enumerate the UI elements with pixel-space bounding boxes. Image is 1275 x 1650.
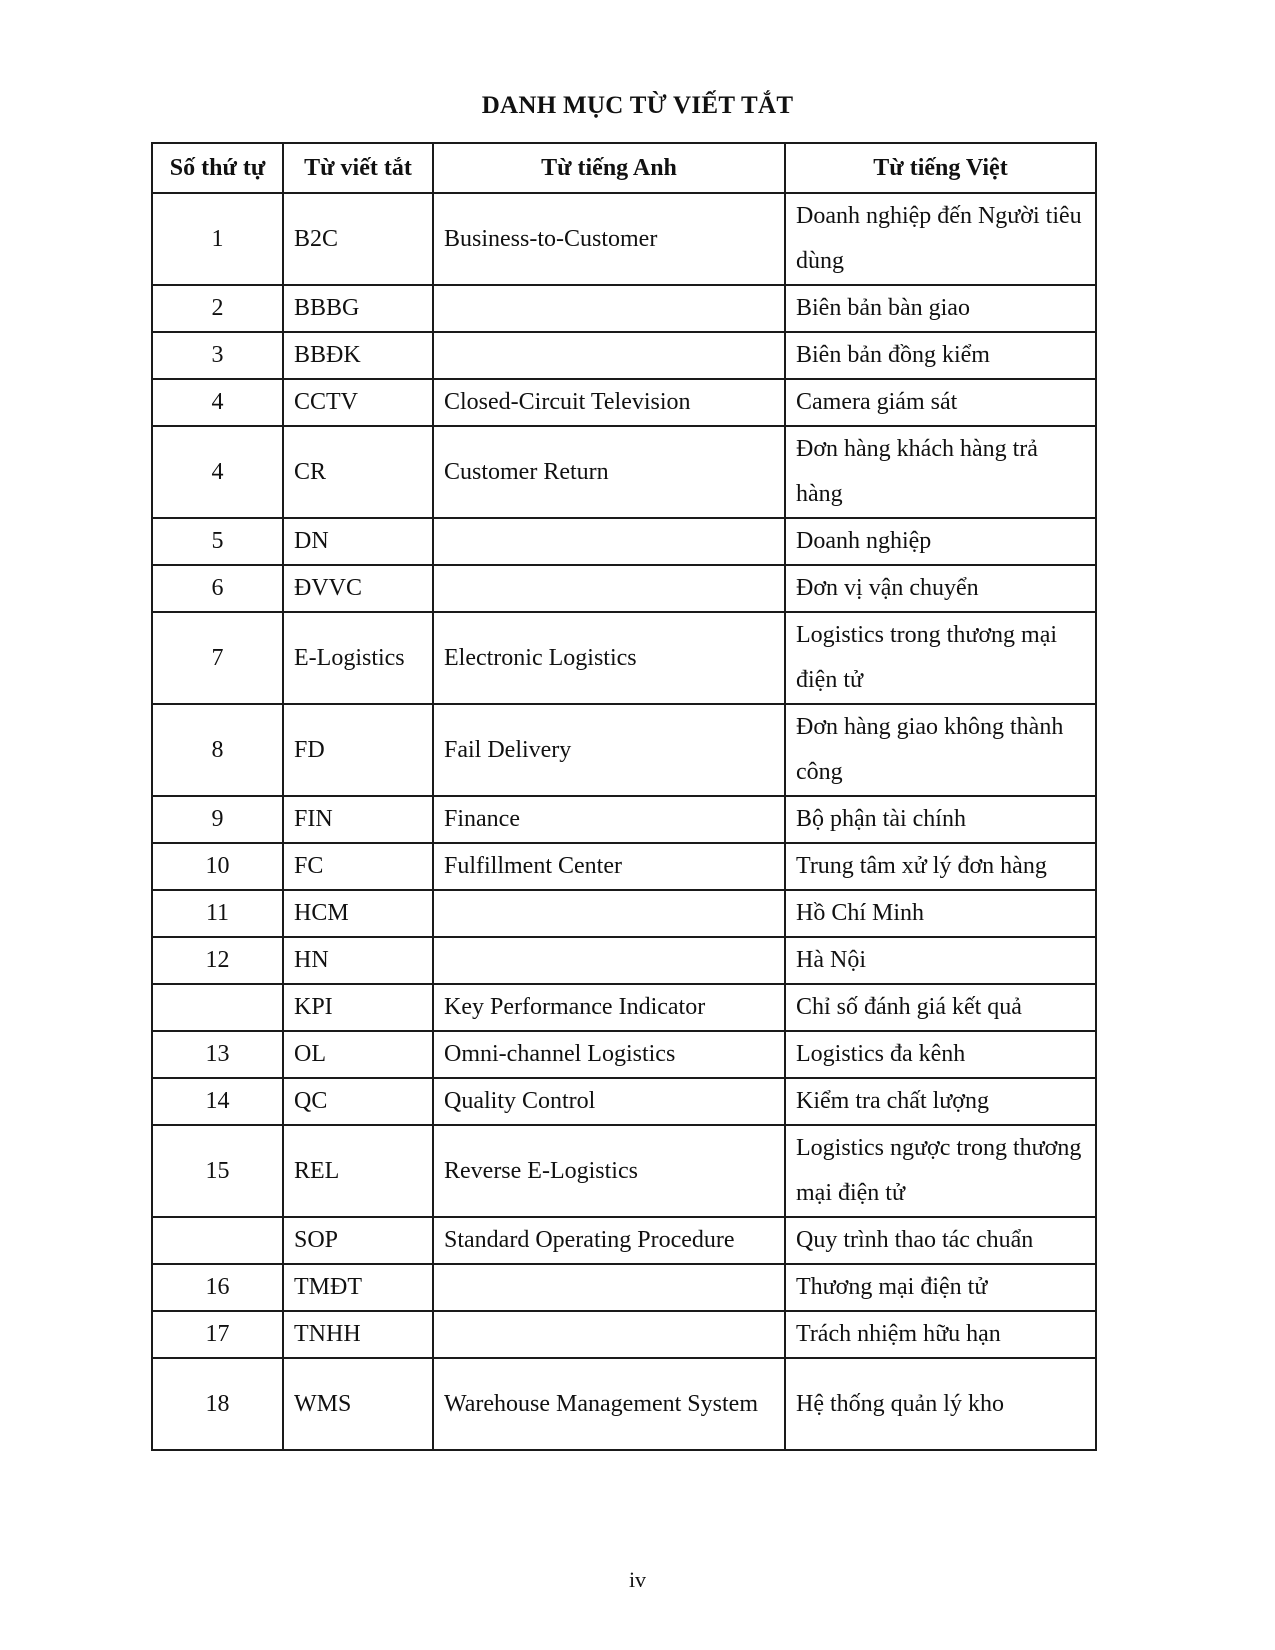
cell-abbr: ĐVVC bbox=[283, 565, 433, 612]
cell-vietnamese: Logistics trong thương mại điện tử bbox=[785, 612, 1096, 704]
cell-vietnamese: Đơn vị vận chuyển bbox=[785, 565, 1096, 612]
table-row bbox=[152, 984, 1096, 1031]
cell-english bbox=[433, 890, 785, 937]
cell-abbr: E-Logistics bbox=[283, 612, 433, 704]
cell-vietnamese: Camera giám sát bbox=[785, 379, 1096, 426]
cell-no bbox=[152, 984, 283, 1031]
cell-vietnamese: Đơn hàng giao không thành công bbox=[785, 704, 1096, 796]
table-row bbox=[152, 612, 1096, 704]
cell-abbr: FC bbox=[283, 843, 433, 890]
cell-english bbox=[433, 518, 785, 565]
cell-english: Standard Operating Procedure bbox=[433, 1217, 785, 1264]
table-row bbox=[152, 518, 1096, 565]
cell-abbr: BBĐK bbox=[283, 332, 433, 379]
cell-vietnamese: Logistics ngược trong thương mại điện tử bbox=[785, 1125, 1096, 1217]
cell-english: Closed-Circuit Television bbox=[433, 379, 785, 426]
cell-english: Warehouse Management System bbox=[433, 1358, 785, 1450]
page-number: iv bbox=[628, 1567, 647, 1592]
table-row bbox=[152, 1358, 1096, 1450]
header-vietnamese: Từ tiếng Việt bbox=[785, 143, 1096, 193]
table-row bbox=[152, 379, 1096, 426]
cell-abbr: DN bbox=[283, 518, 433, 565]
table-row bbox=[152, 565, 1096, 612]
cell-vietnamese: Hệ thống quản lý kho bbox=[785, 1358, 1096, 1450]
cell-abbr: SOP bbox=[283, 1217, 433, 1264]
table-row bbox=[152, 1264, 1096, 1311]
cell-no: 18 bbox=[152, 1358, 283, 1450]
cell-no: 7 bbox=[152, 612, 283, 704]
cell-english: Quality Control bbox=[433, 1078, 785, 1125]
cell-no: 4 bbox=[152, 379, 283, 426]
cell-abbr: FD bbox=[283, 704, 433, 796]
cell-vietnamese: Doanh nghiệp đến Người tiêu dùng bbox=[785, 193, 1096, 285]
header-english: Từ tiếng Anh bbox=[433, 143, 785, 193]
cell-english bbox=[433, 1311, 785, 1358]
cell-english: Key Performance Indicator bbox=[433, 984, 785, 1031]
cell-vietnamese: Chỉ số đánh giá kết quả bbox=[785, 984, 1096, 1031]
cell-no: 12 bbox=[152, 937, 283, 984]
cell-vietnamese: Biên bản đồng kiểm bbox=[785, 332, 1096, 379]
cell-vietnamese: Quy trình thao tác chuẩn bbox=[785, 1217, 1096, 1264]
cell-no: 9 bbox=[152, 796, 283, 843]
cell-abbr: FIN bbox=[283, 796, 433, 843]
page-title: DANH MỤC TỪ VIẾT TẮT bbox=[481, 92, 794, 119]
cell-english: Omni-channel Logistics bbox=[433, 1031, 785, 1078]
cell-vietnamese: Biên bản bàn giao bbox=[785, 285, 1096, 332]
cell-vietnamese: Trung tâm xử lý đơn hàng bbox=[785, 843, 1096, 890]
cell-vietnamese: Thương mại điện tử bbox=[785, 1264, 1096, 1311]
cell-no: 13 bbox=[152, 1031, 283, 1078]
cell-abbr: KPI bbox=[283, 984, 433, 1031]
cell-no: 16 bbox=[152, 1264, 283, 1311]
cell-abbr: CR bbox=[283, 426, 433, 518]
cell-english: Fail Delivery bbox=[433, 704, 785, 796]
table-row bbox=[152, 1031, 1096, 1078]
cell-vietnamese: Bộ phận tài chính bbox=[785, 796, 1096, 843]
cell-vietnamese: Doanh nghiệp bbox=[785, 518, 1096, 565]
cell-vietnamese: Hồ Chí Minh bbox=[785, 890, 1096, 937]
table-row bbox=[152, 193, 1096, 285]
cell-abbr: TNHH bbox=[283, 1311, 433, 1358]
cell-no: 8 bbox=[152, 704, 283, 796]
cell-no: 10 bbox=[152, 843, 283, 890]
abbreviation-table bbox=[151, 142, 1097, 1451]
table-row bbox=[152, 1217, 1096, 1264]
table-header-row bbox=[152, 143, 1096, 193]
cell-vietnamese: Hà Nội bbox=[785, 937, 1096, 984]
cell-no: 4 bbox=[152, 426, 283, 518]
cell-abbr: HN bbox=[283, 937, 433, 984]
cell-vietnamese: Trách nhiệm hữu hạn bbox=[785, 1311, 1096, 1358]
cell-english: Customer Return bbox=[433, 426, 785, 518]
cell-abbr: BBBG bbox=[283, 285, 433, 332]
cell-english bbox=[433, 565, 785, 612]
cell-abbr: REL bbox=[283, 1125, 433, 1217]
cell-no: 11 bbox=[152, 890, 283, 937]
cell-abbr: B2C bbox=[283, 193, 433, 285]
table-row bbox=[152, 704, 1096, 796]
cell-english bbox=[433, 1264, 785, 1311]
cell-abbr: TMĐT bbox=[283, 1264, 433, 1311]
table-row bbox=[152, 285, 1096, 332]
cell-abbr: CCTV bbox=[283, 379, 433, 426]
cell-vietnamese: Đơn hàng khách hàng trả hàng bbox=[785, 426, 1096, 518]
table-row bbox=[152, 1078, 1096, 1125]
table-row bbox=[152, 1125, 1096, 1217]
cell-abbr: WMS bbox=[283, 1358, 433, 1450]
cell-vietnamese: Logistics đa kênh bbox=[785, 1031, 1096, 1078]
cell-no: 5 bbox=[152, 518, 283, 565]
cell-english bbox=[433, 937, 785, 984]
cell-english: Reverse E-Logistics bbox=[433, 1125, 785, 1217]
table-row bbox=[152, 937, 1096, 984]
cell-abbr: HCM bbox=[283, 890, 433, 937]
cell-no: 14 bbox=[152, 1078, 283, 1125]
cell-no: 2 bbox=[152, 285, 283, 332]
cell-abbr: QC bbox=[283, 1078, 433, 1125]
cell-no: 15 bbox=[152, 1125, 283, 1217]
header-abbr: Từ viết tắt bbox=[283, 143, 433, 193]
table-row bbox=[152, 796, 1096, 843]
cell-no: 1 bbox=[152, 193, 283, 285]
cell-english: Electronic Logistics bbox=[433, 612, 785, 704]
table-row bbox=[152, 1311, 1096, 1358]
cell-no: 17 bbox=[152, 1311, 283, 1358]
table-row bbox=[152, 843, 1096, 890]
cell-vietnamese: Kiểm tra chất lượng bbox=[785, 1078, 1096, 1125]
cell-english bbox=[433, 332, 785, 379]
cell-english: Fulfillment Center bbox=[433, 843, 785, 890]
cell-english bbox=[433, 285, 785, 332]
table-row bbox=[152, 332, 1096, 379]
cell-abbr: OL bbox=[283, 1031, 433, 1078]
cell-no bbox=[152, 1217, 283, 1264]
cell-no: 6 bbox=[152, 565, 283, 612]
cell-english: Business-to-Customer bbox=[433, 193, 785, 285]
cell-english: Finance bbox=[433, 796, 785, 843]
table-row bbox=[152, 426, 1096, 518]
header-no: Số thứ tự bbox=[152, 143, 283, 193]
cell-no: 3 bbox=[152, 332, 283, 379]
table-row bbox=[152, 890, 1096, 937]
